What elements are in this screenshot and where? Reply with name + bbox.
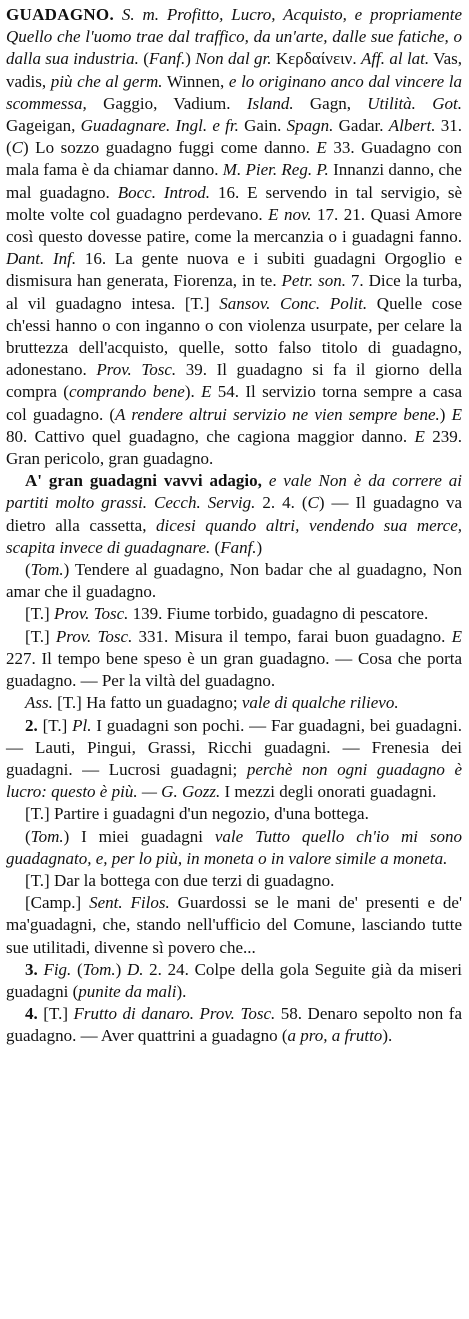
entry-paragraph: [T.] Prov. Tosc. 139. Fiume torbido, guadagno di pescatore. [25, 604, 429, 624]
sense-2-paragraph: 2. [T.] Pl. I guadagni son pochi. — Far guadagni, bei guadagni. — Lauti, Pingui, Grassi, Ricchi guadagni. — Frenesia dei guadagni. — Lucrosi guadagni; perchè non ogni guadagno è lucro: questo è più. — G. Gozz. I mezzi degli onorati guadagni. [6, 715, 463, 802]
entry-paragraph: Ass. [T.] Ha fatto un guadagno; vale di qualche rilievo. [25, 693, 399, 713]
entry-headword-paragraph: GUADAGNO. S. m. Profitto, Lucro, Acquisto, e propriamente Quello che l'uomo trae dal traffico, da un'arte, dalle sue fatiche, o dalla sua industria. (Fanf.) Non dal gr. Κερδαίνειν. Aff. al lat. Vas, vadis, più che al germ. Winnen, e lo originano anco dal vincere la scommessa, Gaggio, Vadium. Island. Gagn, Utilità. Got. Gageigan, Guadagnare. Ingl. e fr. Gain. Spagn. Gadar. Albert. 31. (C) Lo sozzo guadagno fuggi come danno. E 33. Guadagno con mala fama è da chiamar danno. M. Pier. Reg. P. Innanzi danno, che mal guadagno. Bocc. Introd. 16. E servendo in tal servigio, sè molte volte col guadagno perdevano. E nov. 17. 21. Quasi Amore così questo dovesse patire, come la mercanzia o i guadagni fanno. Dant. Inf. 16. La gente nuova e i subiti guadagni Orgoglio e dismisura han generata, Fiorenza, in te. Petr. son. 7. Dice la turba, al vil guadagno intesa. [T.] Sansov. Conc. Polit. Quelle cose ch'essi hanno o con inganno o con violenza usurpate, per celare la bruttezza dell'acquisto, quelle, sotto falso titolo di guadagno, adonestano. Prov. Tosc. 39. Il guadagno si fa il giorno della compra (comprando bene). E 54. Il servizio torna sempre a casa col guadagno. (A rendere altrui servizio ne vien sempre bene.) E 80. Cattivo quel guadagno, che cagiona maggior danno. E 239. Gran pericolo, gran guadagno. [6, 5, 463, 469]
entry-paragraph: (Tom.) Tendere al guadagno, Non badar che al guadagno, Non amar che il guadagno. [6, 560, 462, 602]
sense-3-paragraph: 3. Fig. (Tom.) D. 2. 24. Colpe della gola Seguite già da miseri guadagni (punite da mali). [6, 959, 462, 1001]
source-abbrev: Fanf. [148, 49, 186, 69]
entry-paragraph: (Tom.) I miei guadagni vale Tutto quello ch'io mi sono guadagnato, e, per lo più, in moneta o in valore simile a moneta. [6, 826, 462, 868]
etymology-note: Non dal gr. [195, 49, 272, 69]
citation-source: Albert. [388, 116, 436, 136]
entry-paragraph: [T.] Partire i guadagni d'un negozio, d'una bottega. [25, 804, 369, 824]
sense-number: 4. [25, 1004, 38, 1024]
sense-4-paragraph: 4. [T.] Frutto di danaro. Prov. Tosc. 58. Denaro sepolto non fa guadagno. — Aver quattrini a guadagno (a pro, a frutto). [6, 1004, 462, 1046]
greek-word: Κερδαίνειν. [271, 49, 361, 69]
phrase-headword: A' gran guadagni vavvi adagio, [25, 471, 262, 491]
sense-number: 3. [25, 959, 38, 979]
definition: S. m. Profitto, Lucro, Acquisto, e propriamente Quello che l'uomo trae dal traffico, da un'arte, dalle sue fatiche, o dalla sua industria. [6, 5, 463, 69]
entry-phrase-paragraph: A' gran guadagni vavvi adagio, e vale Non è da correre ai partiti molto grassi. Cecch. Servig. 2. 4. (C) — Il guadagno va dietro alla cassetta, dicesi quando altri, vendendo sua merce, scapita invece di guadagnare. (Fanf.) [6, 471, 462, 557]
headword: GUADAGNO. [6, 5, 115, 24]
entry-paragraph: [T.] Dar la bottega con due terzi di guadagno. [25, 870, 335, 890]
entry-paragraph: [Camp.] Sent. Filos. Guardossi se le mani de' presenti e de' ma'guadagni, che, stando nell'ufficio del Comune, lasciando tutte sue utilitadi, divenne sì povero che... [6, 893, 463, 957]
entry-paragraph: [T.] Prov. Tosc. 331. Misura il tempo, farai buon guadagno. E 227. Il tempo bene speso è un gran guadagno. — Cosa che porta guadagno. — Per la viltà del guadagno. [6, 626, 462, 691]
sense-number: 2. [25, 715, 38, 735]
